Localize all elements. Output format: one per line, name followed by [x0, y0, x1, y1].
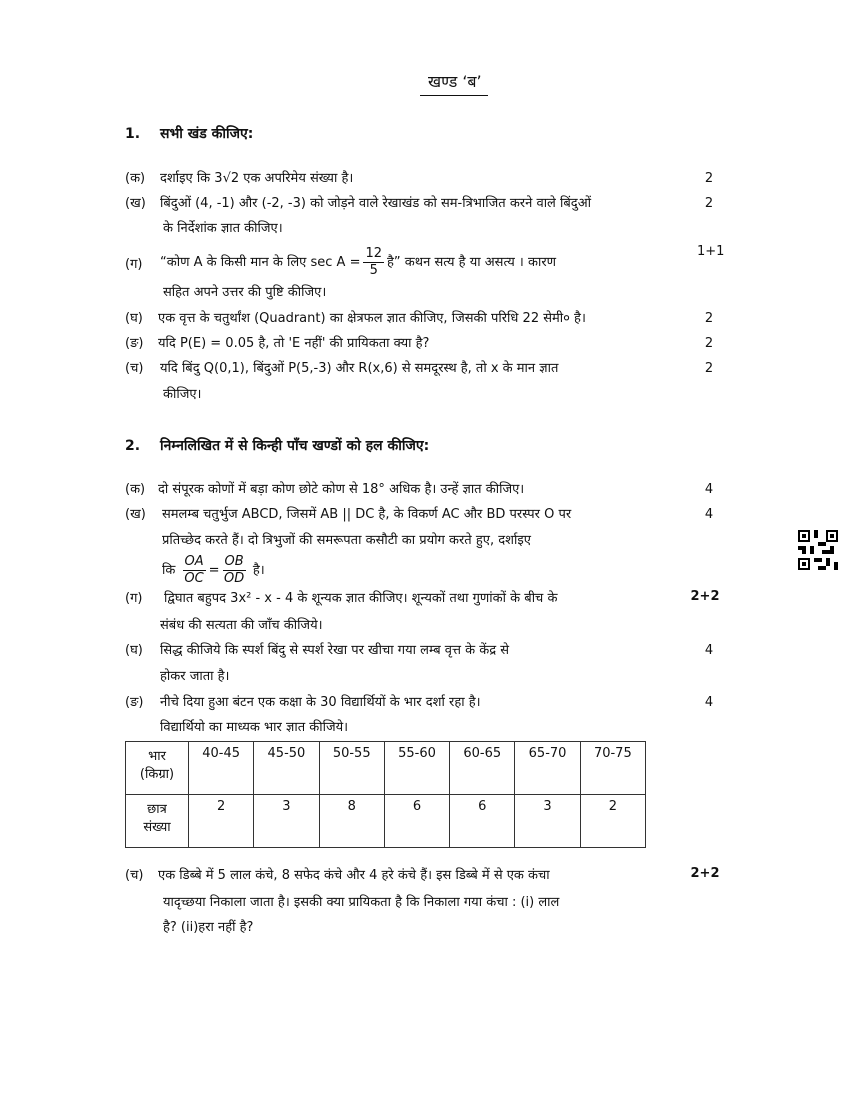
count-cell: 3 — [254, 795, 319, 848]
class-cell: 65-70 — [515, 742, 580, 795]
denominator: OD — [224, 571, 245, 586]
table-header-weight — [126, 742, 189, 795]
equals: = — [208, 563, 220, 578]
q1f-marks: 2 — [704, 361, 714, 376]
header-line: भार — [148, 749, 166, 764]
q1d-marks: 2 — [704, 311, 714, 326]
class-cell: 40-45 — [189, 742, 254, 795]
q1e-label: (ङ) — [125, 336, 144, 351]
q2d-marks: 4 — [704, 643, 714, 658]
q2e-text: नीचे दिया हुआ बंटन एक कक्षा के 30 विद्यार्थियों के भार दर्शा रहा है। — [160, 695, 481, 710]
q1-heading: सभी खंड कीजिए: — [160, 126, 254, 142]
q2b-pre: कि — [162, 563, 176, 578]
q2d-label: (घ) — [125, 643, 143, 658]
q1c-marks: 1+1 — [697, 244, 725, 259]
q2b-marks: 4 — [704, 507, 714, 522]
count-cell: 3 — [515, 795, 580, 848]
q1c-text-2: सहित अपने उत्तर की पुष्टि कीजिए। — [163, 285, 327, 300]
header-line: संख्या — [143, 820, 171, 835]
q1e-text: यदि P(E) = 0.05 है, तो 'E नहीं' की प्रायिकता क्या है? — [158, 336, 430, 351]
denominator: 5 — [369, 263, 378, 278]
q2e-text-2: विद्यार्थियो का माध्यक भार ज्ञात कीजिये। — [160, 720, 349, 735]
table-row — [126, 742, 646, 795]
q2c-text: द्विघात बहुपद 3x² - x - 4 के शून्यक ज्ञात कीजिए। शून्यकों तथा गुणांकों के बीच के — [164, 591, 558, 606]
q1c-pre: “कोण A के किसी मान के लिए sec A = — [160, 255, 361, 270]
table-header-students — [126, 795, 189, 848]
table-row — [126, 795, 646, 848]
q2c-marks: 2+2 — [690, 589, 720, 604]
numerator: 12 — [365, 246, 383, 261]
q1b-text: बिंदुओं (4, -1) और (-2, -3) को जोड़ने वाले रेखाखंड को सम-त्रिभाजित करने वाले बिंदुओं — [160, 196, 591, 211]
fraction-oa-oc — [183, 554, 206, 587]
q1c-label: (ग) — [125, 257, 143, 272]
count-cell: 2 — [580, 795, 645, 848]
numerator: OB — [224, 554, 244, 569]
q2c-text-2: संबंध की सत्यता की जाँच कीजिये। — [160, 618, 323, 633]
fraction — [363, 246, 384, 279]
q1a-marks: 2 — [704, 171, 714, 186]
class-cell: 60-65 — [450, 742, 515, 795]
q2b-label: (ख) — [125, 507, 146, 522]
qr-code-icon — [798, 530, 838, 570]
header-line: (किग्रा) — [139, 767, 175, 782]
class-cell: 55-60 — [384, 742, 449, 795]
count-cell: 2 — [189, 795, 254, 848]
q2f-text-3: है? (ii)हरा नहीं है? — [163, 920, 254, 935]
q1c-text — [160, 243, 556, 283]
q1a-label: (क) — [125, 171, 146, 186]
section-title: खण्ड ‘ब’ — [420, 73, 488, 96]
q2f-text: एक डिब्बे में 5 लाल कंचे, 8 सफेद कंचे और 4 हरे कंचे हैं। इस डिब्बे में से एक कंचा — [158, 868, 550, 883]
q2f-text-2: यादृच्छया निकाला जाता है। इसकी क्या प्रायिकता है कि निकाला गया कंचा : (i) लाल — [163, 895, 560, 910]
q2b-post: है। — [252, 563, 265, 578]
count-cell: 8 — [319, 795, 384, 848]
q2-number: 2. — [125, 438, 141, 454]
q1-number: 1. — [125, 126, 141, 142]
q2-heading: निम्नलिखित में से किन्ही पाँच खण्डों को हल कीजिए: — [160, 438, 430, 454]
q1e-marks: 2 — [704, 336, 714, 351]
class-cell: 50-55 — [319, 742, 384, 795]
header-line: छात्र — [147, 802, 167, 817]
q2f-marks: 2+2 — [690, 866, 720, 881]
q2a-text: दो संपूरक कोणों में बड़ा कोण छोटे कोण से 18° अधिक है। उन्हें ज्ञात कीजिए। — [158, 482, 525, 497]
fraction-ob-od — [223, 554, 246, 587]
weight-distribution-table — [125, 741, 646, 848]
q2a-label: (क) — [125, 482, 146, 497]
numerator: OA — [184, 554, 204, 569]
count-cell: 6 — [384, 795, 449, 848]
class-cell: 70-75 — [580, 742, 645, 795]
q1b-marks: 2 — [704, 196, 714, 211]
q1d-text: एक वृत्त के चतुर्थांश (Quadrant) का क्षेत्रफल ज्ञात कीजिए, जिसकी परिधि 22 सेमी० है। — [158, 311, 586, 326]
q1b-label: (ख) — [125, 196, 146, 211]
q1f-text-2: कीजिए। — [163, 387, 202, 402]
q2e-label: (ङ) — [125, 695, 144, 710]
q2b-text: समलम्ब चतुर्भुज ABCD, जिसमें AB || DC है, के विकर्ण AC और BD परस्पर O पर — [162, 507, 572, 522]
q2e-marks: 4 — [704, 695, 714, 710]
q1f-label: (च) — [125, 361, 144, 376]
q1b-text-2: के निर्देशांक ज्ञात कीजिए। — [163, 221, 283, 236]
denominator: OC — [184, 571, 204, 586]
q2a-marks: 4 — [704, 482, 714, 497]
q2b-text-2: प्रतिच्छेद करते हैं। दो त्रिभुजों की समरूपता कसौटी का प्रयोग करते हुए, दर्शाइए — [162, 533, 531, 548]
q2b-text-3 — [162, 553, 265, 589]
q2f-label: (च) — [125, 868, 144, 883]
count-cell: 6 — [450, 795, 515, 848]
q2d-text: सिद्ध कीजिये कि स्पर्श बिंदु से स्पर्श रेखा पर खीचा गया लम्ब वृत्त के केंद्र से — [160, 643, 510, 658]
q2d-text-2: होकर जाता है। — [160, 669, 230, 684]
q1c-post: है” कथन सत्य है या असत्य । कारण — [387, 255, 557, 270]
q2c-label: (ग) — [125, 591, 143, 606]
q1a-text: दर्शाइए कि 3√2 एक अपरिमेय संख्या है। — [160, 171, 354, 186]
q1f-text: यदि बिंदु Q(0,1), बिंदुओं P(5,-3) और R(x,6) से समदूरस्थ है, तो x के मान ज्ञात — [160, 361, 559, 376]
q1d-label: (घ) — [125, 311, 143, 326]
class-cell: 45-50 — [254, 742, 319, 795]
